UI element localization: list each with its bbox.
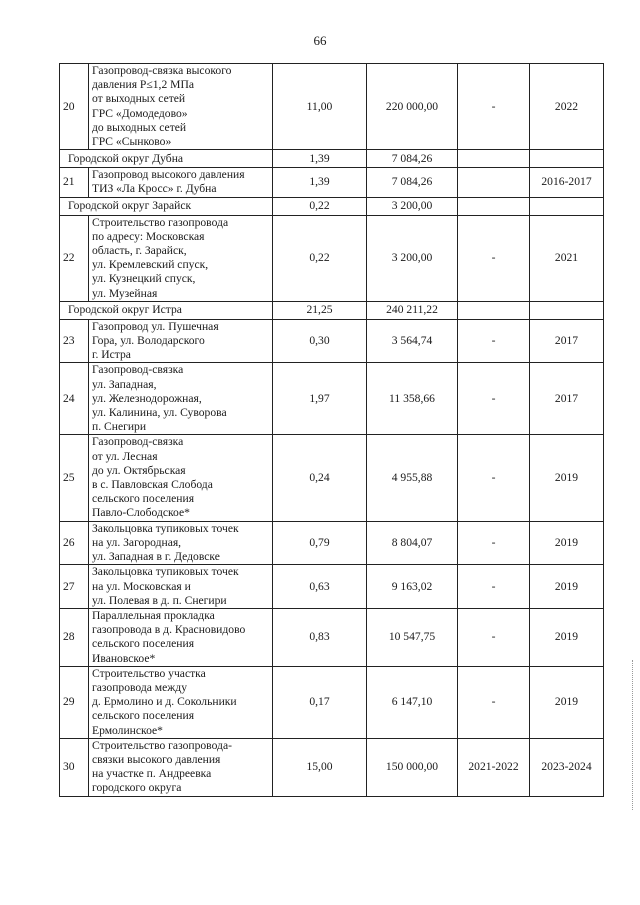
construction-period: 2019: [530, 666, 604, 738]
row-number: 20: [60, 64, 89, 150]
row-number: 28: [60, 608, 89, 666]
design-period: -: [458, 666, 530, 738]
object-name-line: газопровода между: [92, 680, 187, 694]
table-row: [60, 521, 604, 565]
district-build-empty: [530, 301, 604, 319]
design-period: -: [458, 215, 530, 301]
object-name: [89, 64, 273, 150]
object-name-line: ул. Кузнецкий спуск,: [92, 272, 196, 286]
construction-period: 2022: [530, 64, 604, 150]
cost-value: 150 000,00: [367, 738, 458, 796]
object-name-line: газопровода в д. Красновидово: [92, 623, 246, 637]
table-row: [60, 168, 604, 197]
object-name-line: г. Истра: [92, 348, 131, 362]
district-build-empty: [530, 197, 604, 215]
row-number: 21: [60, 168, 89, 197]
construction-period: 2017: [530, 363, 604, 435]
table-row: [60, 215, 604, 301]
object-name-line: городского округа: [92, 781, 182, 795]
cost-value: 6 147,10: [367, 666, 458, 738]
object-name-line: Закольцовка тупиковых точек: [92, 521, 239, 535]
design-period: -: [458, 363, 530, 435]
construction-period: 2019: [530, 435, 604, 521]
district-design-empty: [458, 150, 530, 168]
district-row: [60, 150, 604, 168]
object-name-line: Закольцовка тупиковых точек: [92, 565, 239, 579]
object-name-line: п. Снегири: [92, 420, 147, 434]
object-name-line: давления Р≤1,2 МПа: [92, 78, 194, 92]
design-period: 2021-2022: [458, 738, 530, 796]
object-name: [89, 435, 273, 521]
object-name-line: ул. Железнодорожная,: [92, 391, 202, 405]
object-name-line: сельского поселения: [92, 492, 195, 506]
row-number: 27: [60, 565, 89, 609]
row-number: 24: [60, 363, 89, 435]
construction-period: 2023-2024: [530, 738, 604, 796]
cost-value: 3 200,00: [367, 215, 458, 301]
district-length: 0,22: [273, 197, 367, 215]
table-row: [60, 363, 604, 435]
object-name-line: на ул. Загородная,: [92, 535, 182, 549]
design-period: -: [458, 435, 530, 521]
district-length: 1,39: [273, 150, 367, 168]
object-name-line: сельского поселения: [92, 637, 195, 651]
object-name-line: до ул. Октябрьская: [92, 463, 186, 477]
design-period: -: [458, 521, 530, 565]
cost-value: 9 163,02: [367, 565, 458, 609]
table-row: [60, 666, 604, 738]
table-row: [60, 738, 604, 796]
construction-period: 2021: [530, 215, 604, 301]
object-name-line: в с. Павловская Слобода: [92, 478, 213, 492]
object-name-line: Ивановское*: [92, 651, 156, 665]
design-period: -: [458, 64, 530, 150]
district-length: 21,25: [273, 301, 367, 319]
row-number: 30: [60, 738, 89, 796]
construction-period: 2016-2017: [530, 168, 604, 197]
district-row: [60, 197, 604, 215]
length-km: 0,63: [273, 565, 367, 609]
length-km: 15,00: [273, 738, 367, 796]
object-name-line: ул. Западная,: [92, 377, 157, 391]
table-body: [60, 64, 604, 797]
object-name-line: Газопровод-связка высокого: [92, 64, 232, 77]
row-number: 29: [60, 666, 89, 738]
object-name: [89, 363, 273, 435]
construction-period: 2019: [530, 521, 604, 565]
table-row: [60, 64, 604, 150]
district-design-empty: [458, 301, 530, 319]
object-name-line: Газопровод высокого давления: [92, 168, 245, 182]
design-period: [458, 168, 530, 197]
object-name-line: Гора, ул. Володарского: [92, 334, 205, 348]
object-name-line: Павло-Слободское*: [92, 506, 190, 520]
cost-value: 11 358,66: [367, 363, 458, 435]
district-cost: 7 084,26: [367, 150, 458, 168]
district-build-empty: [530, 150, 604, 168]
object-name-line: ул. Калинина, ул. Суворова: [92, 406, 227, 420]
district-cost: 3 200,00: [367, 197, 458, 215]
length-km: 1,97: [273, 363, 367, 435]
length-km: 0,83: [273, 608, 367, 666]
district-name: Городской округ Дубна: [60, 150, 273, 168]
page-number: 66: [313, 33, 327, 48]
object-name-line: ТИЗ «Ла Кросс» г. Дубна: [92, 182, 217, 196]
object-name-line: на участке п. Андреевка: [92, 767, 212, 781]
row-number: 26: [60, 521, 89, 565]
cost-value: 220 000,00: [367, 64, 458, 150]
object-name: [89, 168, 273, 197]
construction-period: 2019: [530, 608, 604, 666]
object-name-line: Строительство газопровода-: [92, 738, 232, 752]
gas-pipeline-table: [59, 63, 604, 797]
object-name-line: связки высокого давления: [92, 752, 221, 766]
table-row: [60, 435, 604, 521]
object-name-line: Параллельная прокладка: [92, 608, 215, 622]
row-number: 22: [60, 215, 89, 301]
table-row: [60, 608, 604, 666]
object-name-line: до выходных сетей: [92, 120, 187, 134]
object-name-line: от выходных сетей: [92, 92, 186, 106]
table-row: [60, 319, 604, 363]
object-name-line: ул. Западная в г. Дедовске: [92, 550, 220, 564]
design-period: -: [458, 319, 530, 363]
object-name-line: Газопровод-связка: [92, 363, 184, 377]
district-name: Городской округ Истра: [60, 301, 273, 319]
length-km: 0,24: [273, 435, 367, 521]
object-name: [89, 738, 273, 796]
object-name: [89, 319, 273, 363]
length-km: 0,30: [273, 319, 367, 363]
length-km: 11,00: [273, 64, 367, 150]
object-name-line: ул. Музейная: [92, 286, 158, 300]
object-name: [89, 608, 273, 666]
cost-value: 4 955,88: [367, 435, 458, 521]
object-name-line: сельского поселения: [92, 709, 195, 723]
district-cost: 240 211,22: [367, 301, 458, 319]
cost-value: 8 804,07: [367, 521, 458, 565]
object-name-line: на ул. Московская и: [92, 579, 191, 593]
design-period: -: [458, 565, 530, 609]
object-name-line: Строительство участка: [92, 666, 206, 680]
district-design-empty: [458, 197, 530, 215]
object-name-line: ул. Полевая в д. п. Снегири: [92, 593, 227, 607]
object-name: [89, 666, 273, 738]
district-row: [60, 301, 604, 319]
construction-period: 2019: [530, 565, 604, 609]
row-number: 25: [60, 435, 89, 521]
length-km: 0,79: [273, 521, 367, 565]
length-km: 0,17: [273, 666, 367, 738]
object-name-line: Газопровод-связка: [92, 435, 184, 449]
object-name: [89, 215, 273, 301]
design-period: -: [458, 608, 530, 666]
object-name: [89, 565, 273, 609]
table-row: [60, 565, 604, 609]
cost-value: 7 084,26: [367, 168, 458, 197]
object-name-line: ул. Кремлевский спуск,: [92, 258, 209, 272]
object-name-line: Газопровод ул. Пушечная: [92, 319, 219, 333]
object-name-line: ГРС «Сынково»: [92, 135, 172, 149]
object-name-line: по адресу: Московская: [92, 229, 205, 243]
object-name-line: ГРС «Домодедово»: [92, 106, 188, 120]
length-km: 0,22: [273, 215, 367, 301]
object-name-line: от ул. Лесная: [92, 449, 158, 463]
row-number: 23: [60, 319, 89, 363]
construction-period: 2017: [530, 319, 604, 363]
margin-mark: [632, 660, 636, 810]
length-km: 1,39: [273, 168, 367, 197]
object-name: [89, 521, 273, 565]
cost-value: 10 547,75: [367, 608, 458, 666]
cost-value: 3 564,74: [367, 319, 458, 363]
district-name: Городской округ Зарайск: [60, 197, 273, 215]
object-name-line: Ермолинское*: [92, 723, 163, 737]
object-name-line: Строительство газопровода: [92, 215, 229, 229]
object-name-line: д. Ермолино и д. Сокольники: [92, 695, 237, 709]
object-name-line: область, г. Зарайск,: [92, 244, 187, 258]
